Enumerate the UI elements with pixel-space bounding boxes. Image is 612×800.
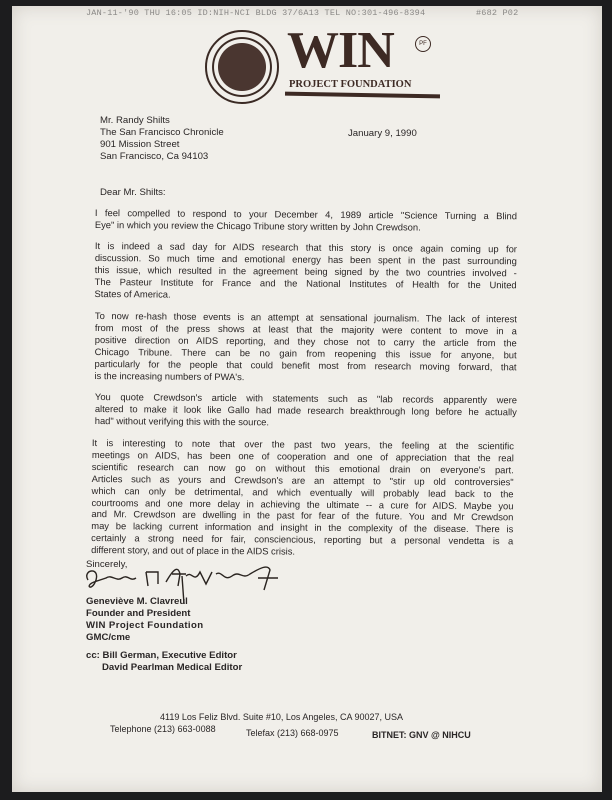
recipient-line: The San Francisco Chronicle [100, 127, 224, 138]
paragraph-line: It is indeed a sad day for AIDS research that this story is once again coming up for [94, 240, 517, 255]
paragraph-line: is the increasing numbers of PWA's. [94, 369, 245, 382]
paragraph-line: courtrooms and one more delay in achieving the ultimate -- a cure for AIDS. Maybe you [91, 496, 514, 511]
paragraph-line: positive direction on AIDS reporting, and they chose not to carry the article from the [94, 333, 517, 349]
paragraph [95, 391, 517, 430]
paragraph-line: altered to make it look like Gallo had made research breakthrough long before he actually [94, 402, 517, 418]
paragraph-line: certainly a strong need for fair, consciencious, reporting but a personal vendetta is a [91, 532, 514, 547]
footer-telephone: Telephone (213) 663-0088 [110, 724, 216, 734]
paragraph-line: different story, and out of place in the AIDS crisis. [91, 544, 296, 557]
paragraph-line: may be lacking current information and insight in the complexity of the disease. There is [91, 520, 514, 535]
cc-line: cc: Bill German, Executive Editor [86, 650, 237, 661]
paragraph-line: had" without verifying this with the source. [94, 414, 270, 428]
paragraph-line: particularly for the people that could benefit most from research moving forward, that [94, 357, 517, 372]
paragraph-line: To now re-hash those events is an attempt at sensational journalism. The lack of interest [94, 310, 517, 325]
logo-underline [285, 92, 440, 99]
signer-title: Founder and President [86, 608, 191, 619]
paragraph-line: and Mr. Crewdson are dwelling in the past for fear of the future. You and Mr Crewdson [91, 508, 514, 523]
logo-mark: PF [415, 36, 431, 52]
footer-telefax: Telefax (213) 668-0975 [246, 728, 339, 738]
recipient-line: Mr. Randy Shilts [100, 115, 170, 126]
paragraph-line: discussion. So much time and emotional energy has been spent in the past surrounding [94, 251, 517, 267]
salutation: Dear Mr. Shilts: [100, 187, 166, 198]
footer-bitnet: BITNET: GNV @ NIHCU [372, 730, 471, 740]
paragraph [95, 240, 517, 303]
paragraph [91, 437, 514, 559]
paragraph-line: I feel compelled to respond to your December 4, 1989 article "Science Turning a Blind [94, 207, 517, 222]
paragraph [94, 310, 517, 385]
paragraph-line: Chicago Tribune. There can be no gain from reopening this issue for anyone, but [94, 345, 517, 361]
paragraph-line: States of America. [94, 287, 171, 300]
paragraph-line: which can only be detrimental, and which eventually will probably lead back to the [91, 484, 514, 499]
paragraph-line: Eye" in which you review the Chicago Tribune story written by John Crewdson. [94, 218, 421, 233]
paragraph-line: from most of the press shows at least that the majority were content to move in a [94, 321, 517, 337]
fax-page-number: #682 P02 [476, 8, 519, 18]
logo-subtitle: PROJECT FOUNDATION [289, 79, 412, 90]
signer-organization: WIN Project Foundation [86, 620, 204, 631]
signer-name: Geneviève M. Clavreul [86, 596, 188, 607]
footer-address: 4119 Los Feliz Blvd. Suite #10, Los Angeles, CA 90027, USA [160, 712, 403, 722]
paragraph-line: It is interesting to note that over the past two years, the feeling at the scientific [91, 437, 514, 452]
letterhead-logo [205, 22, 445, 102]
initials: GMC/cme [86, 632, 131, 643]
paragraph-line: You quote Crewdson's article with statements such as "lab records apparently were [94, 391, 517, 406]
paragraph [95, 207, 517, 234]
logo-name: WIN [287, 22, 394, 79]
closing: Sincerely, [86, 559, 128, 570]
recipient-line: 901 Mission Street [100, 139, 180, 150]
paragraph-line: meetings on AIDS, has been one of cooperation and one of appreciation that the real [91, 448, 514, 464]
letter-date: January 9, 1990 [348, 128, 417, 139]
cc-line: David Pearlman Medical Editor [102, 662, 243, 673]
paragraph-line: scientific research can now go on without this emotional drain on everyone's part. [91, 460, 514, 476]
recipient-line: San Francisco, Ca 94103 [100, 151, 209, 162]
seal-icon [205, 30, 279, 104]
paragraph-line: this issue, which resulted in the agreement being signed by the two countries involved - [94, 263, 517, 279]
fax-header: JAN-11-'90 THU 16:05 ID:NIH-NCI BLDG 37/6A13 TEL NO:301-496-8394 [86, 8, 426, 18]
paragraph-line: Articles such as yours and Crewdson's are an attempt to "stir up old controversies" [91, 472, 514, 488]
paragraph-line: The Pasteur Institute for France and the National Institutes of Health for the United [94, 275, 517, 291]
